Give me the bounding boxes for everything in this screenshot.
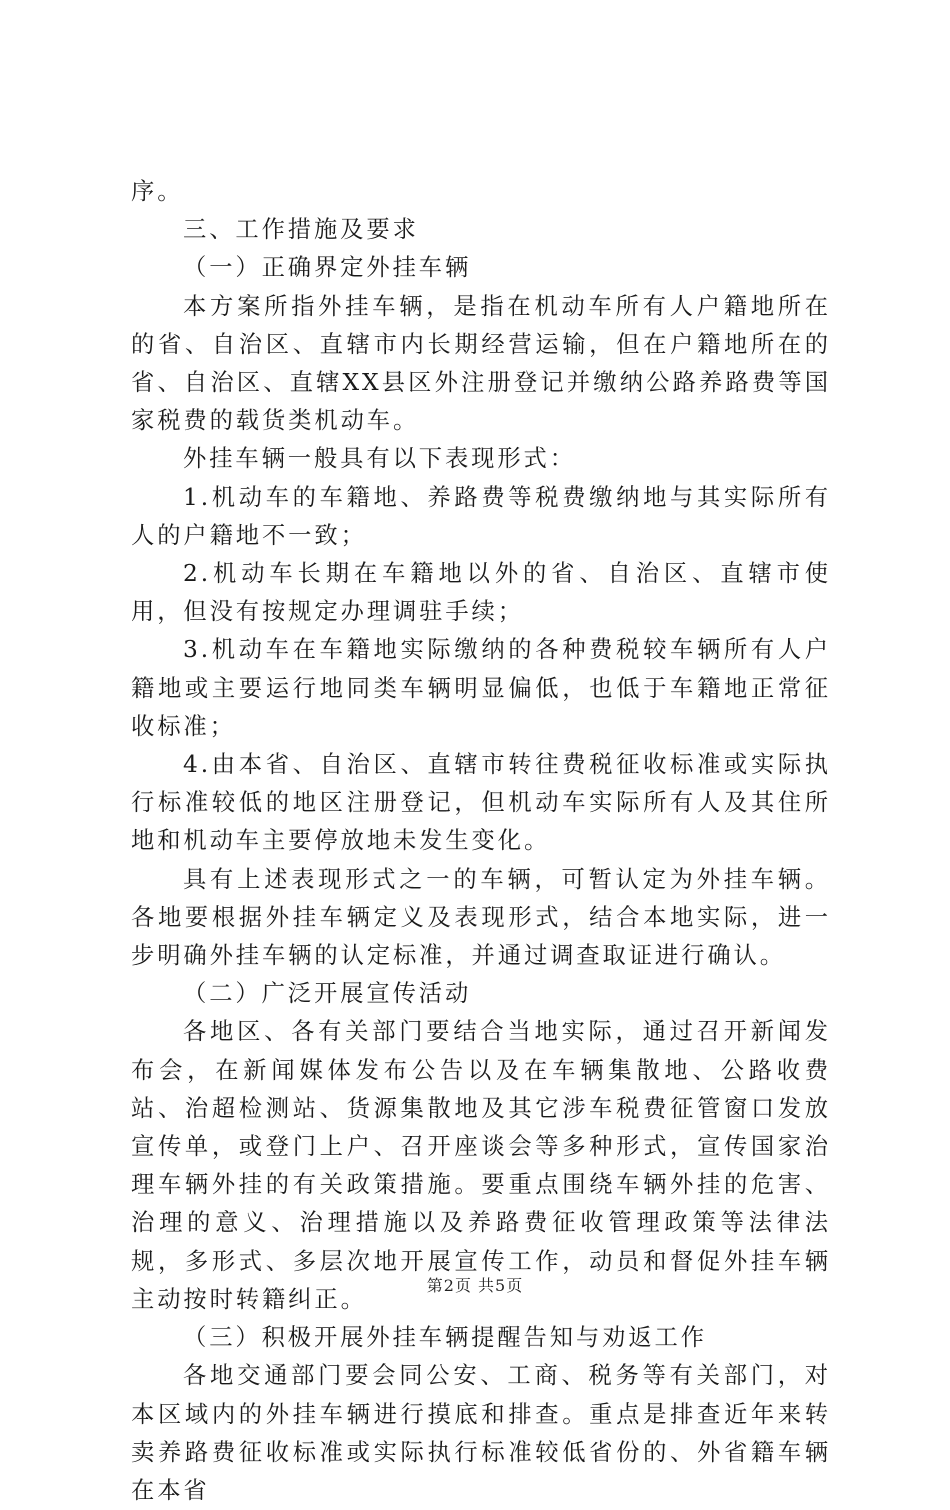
- subsection-heading-1: （一）正确界定外挂车辆: [183, 254, 472, 282]
- list-item-2: 2.机动车长期在车籍地以外的省、自治区、直辖市使用，但没有按规定办理调驻手续；: [131, 560, 831, 626]
- page-number-footer: 第2页 共5页: [426, 1276, 524, 1295]
- paragraph-publicity: 各地区、各有关部门要结合当地实际，通过召开新闻发布会，在新闻媒体发布公告以及在车辆集散地、公路收费站、治超检测站、货源集散地及其它涉车税费征管窗口发放宣传单，或登门上户、召开座谈会等多种形式，宣传国家治理车辆外挂的有关政策措施。要重点围绕车辆外挂的危害、治理的意义、治理措施以及养路费征收管理政策等法律法规，多形式、多层次地开展宣传工作，动员和督促外挂车辆主动按时转籍纠正。: [131, 1018, 831, 1313]
- subsection-heading-2: （二）广泛开展宣传活动: [183, 980, 472, 1008]
- paragraph-investigation: 各地交通部门要会同公安、工商、税务等有关部门，对本区域内的外挂车辆进行摸底和排查。重点是排查近年来转卖养路费征收标准或实际执行标准较低省份的、外省籍车辆在本省: [131, 1362, 831, 1504]
- list-item-1: 1.机动车的车籍地、养路费等税费缴纳地与其实际所有人的户籍地不一致；: [131, 483, 831, 549]
- section-heading-work-measures: 三、工作措施及要求: [183, 216, 419, 244]
- list-item-4: 4.由本省、自治区、直辖市转往费税征收标准或实际执行标准较低的地区注册登记，但机动车实际所有人及其住所地和机动车主要停放地未发生变化。: [131, 751, 831, 855]
- paragraph-forms-intro: 外挂车辆一般具有以下表现形式：: [183, 445, 576, 473]
- subsection-heading-3: （三）积极开展外挂车辆提醒告知与劝返工作: [183, 1324, 707, 1352]
- list-item-3: 3.机动车在车籍地实际缴纳的各种费税较车辆所有人户籍地或主要运行地同类车辆明显偏低，也低于车籍地正常征收标准；: [131, 636, 831, 740]
- paragraph-identification: 具有上述表现形式之一的车辆，可暂认定为外挂车辆。各地要根据外挂车辆定义及表现形式，结合本地实际，进一步明确外挂车辆的认定标准，并通过调查取证进行确认。: [131, 865, 831, 970]
- document-body: [131, 173, 831, 1510]
- paragraph-continuation: 序。: [131, 178, 184, 205]
- paragraph-definition: 本方案所指外挂车辆，是指在机动车所有人户籍地所在的省、自治区、直辖市内长期经营运输，但在户籍地所在的省、自治区、直辖XX县区外注册登记并缴纳公路养路费等国家税费的载货类机动车。: [131, 292, 831, 435]
